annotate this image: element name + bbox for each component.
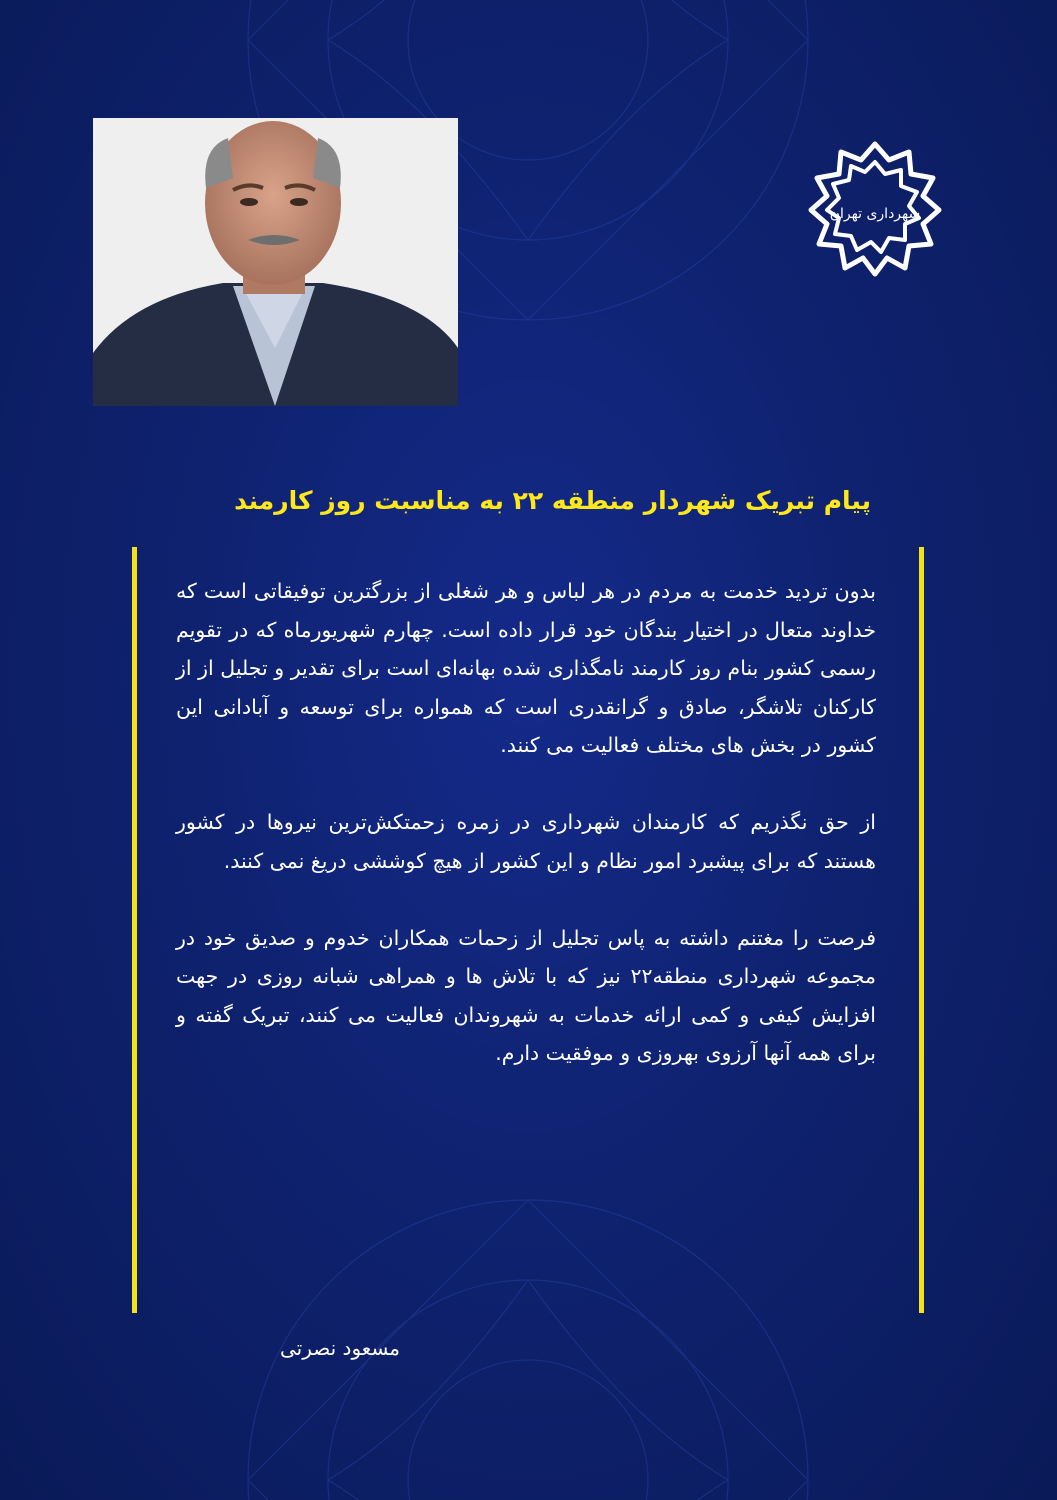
mayor-portrait	[93, 118, 458, 406]
paragraph-1: بدون تردید خدمت به مردم در هر لباس و هر شغلی از بزرگترین توفیقاتی است که خداوند متعال در اختیار بندگان خود قرار داده است. چهارم شهریورماه که در تقویم رسمی کشور بنام روز کارمند نامگذاری شده بهانه‌ای است برای تقدیر و تجلیل از از کارکنان تلاشگر، صادق و گرانقدری است که همواره برای توسعه و آبادانی این کشور در بخش های مختلف فعالیت می کنند.	[176, 579, 876, 757]
logo-text: شهرداری تهران	[829, 206, 921, 222]
left-rule	[132, 547, 137, 1313]
message-body	[176, 572, 876, 1073]
paragraph-3: فرصت را مغتنم داشته به پاس تجلیل از زحمات همکاران خدوم و صدیق خود در مجموعه شهرداری منطقه۲۲ نیز که با تلاش ها و همراهی شبانه روزی در جهت افزایش کیفی و کمی ارائه خدمات به شهروندان فعالیت می کنند، تبریک گفته و برای همه آنها آرزوی بهروزی و موفقیت دارم.	[176, 925, 876, 1065]
right-rule	[919, 547, 924, 1313]
signature: مسعود نصرتی	[280, 1336, 400, 1360]
message-title: پیام تبریک شهردار منطقه ۲۲ به مناسبت روز کارمند	[234, 486, 871, 515]
paragraph-2: از حق نگذریم که کارمندان شهرداری در زمره زحمتکش‌ترین نیروها در کشور هستند که برای پیشبرد امور نظام و این کشور از هیچ کوششی دریغ نمی کنند.	[176, 810, 876, 873]
person-photo-icon	[93, 118, 458, 406]
tehran-municipality-logo-icon	[805, 138, 945, 278]
